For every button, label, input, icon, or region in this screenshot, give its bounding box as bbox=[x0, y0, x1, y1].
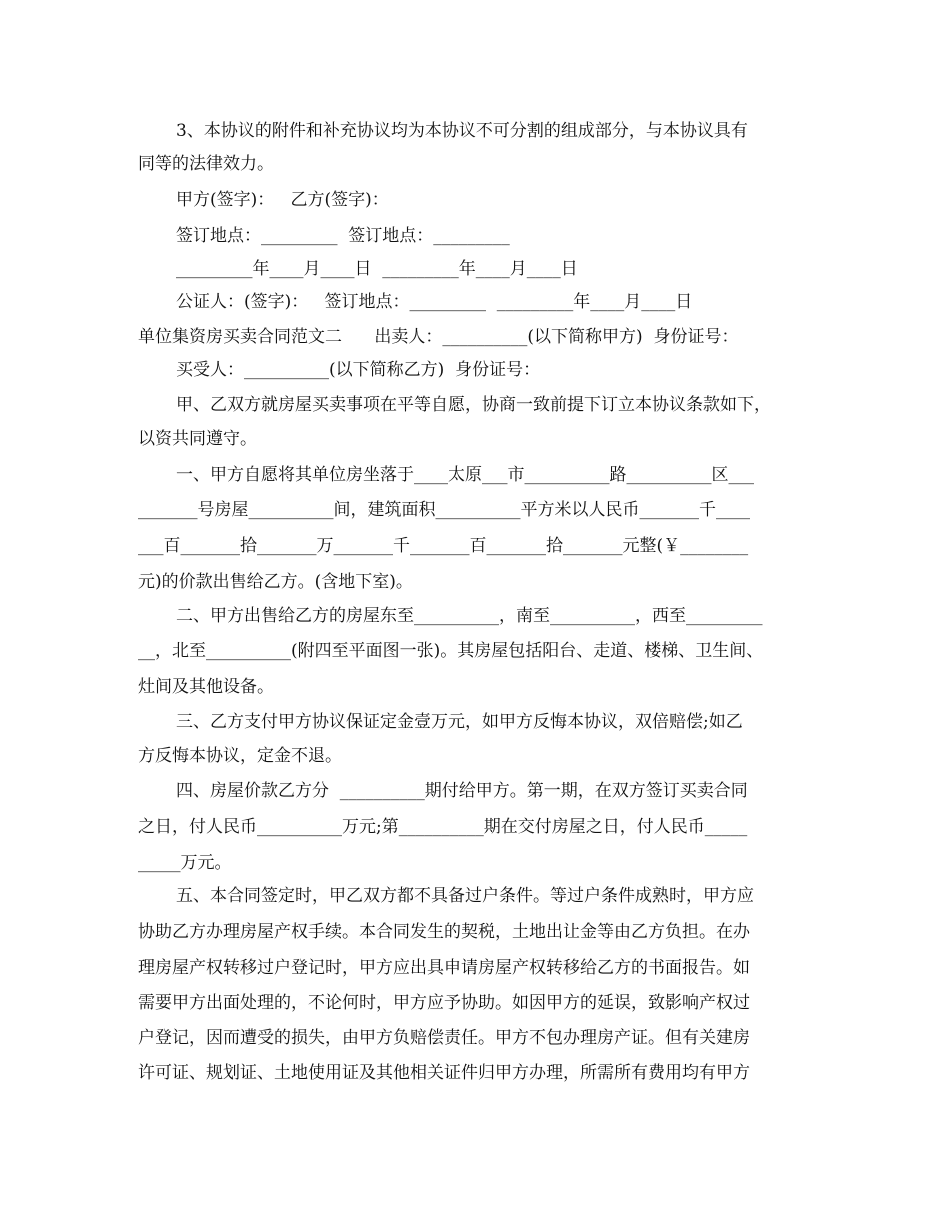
text-line: 三、乙方支付甲方协议保证定金壹万元，如甲方反悔本协议，双倍赔偿;如乙 bbox=[176, 712, 743, 732]
buyer-line: 买受人：__________(以下简称乙方) 身份证号： bbox=[176, 360, 541, 380]
text-line: _____万元。 bbox=[138, 853, 232, 873]
text-line: 户登记，因而遭受的损失，由甲方负赔偿责任。甲方不包办理房产证。但有关建房 bbox=[138, 1028, 750, 1048]
text-line: 灶间及其他设备。 bbox=[138, 677, 274, 697]
text-line: 二、甲方出售给乙方的房屋东至__________，南至__________，西至_________ bbox=[176, 606, 763, 626]
contract-heading-line: 单位集资房买卖合同范文二 出卖人：__________(以下简称甲方) 身份证号： bbox=[138, 327, 739, 347]
text-line: 许可证、规划证、土地使用证及其他相关证件归甲方办理，所需所有费用均有甲方 bbox=[138, 1063, 750, 1083]
text-line: 3、本协议的附件和补充协议均为本协议不可分割的组成部分，与本协议具有 bbox=[176, 121, 748, 141]
signature-line: 甲方(签字)： 乙方(签字)： bbox=[176, 190, 389, 210]
text-line: 同等的法律效力。 bbox=[138, 154, 274, 174]
text-line: 方反悔本协议，定金不退。 bbox=[138, 746, 342, 766]
signing-place-line: 签订地点：_________ 签订地点：_________ bbox=[176, 226, 510, 246]
text-line: 协助乙方办理房屋产权手续。本合同发生的契税，土地出让金等由乙方负担。在办 bbox=[138, 922, 750, 942]
text-line: 甲、乙双方就房屋买卖事项在平等自愿，协商一致前提下订立本协议条款如下， bbox=[176, 395, 771, 415]
text-line: 四、房屋价款乙方分 __________期付给甲方。第一期，在双方签订买卖合同 bbox=[176, 781, 748, 801]
text-line: 一、甲方自愿将其单位房坐落于____太原___市__________路__________区___ bbox=[176, 465, 754, 485]
text-line: 之日，付人民币__________万元;第__________期在交付房屋之日，付人民币_____ bbox=[138, 817, 748, 837]
text-line: 需要甲方出面处理的，不论何时，甲方应予协助。如因甲方的延误，致影响产权过 bbox=[138, 993, 750, 1013]
text-line: __，北至__________(附四至平面图一张)。其房屋包括阳台、走道、楼梯、卫生间、 bbox=[138, 641, 764, 661]
text-line: 以资共同遵守。 bbox=[138, 429, 257, 449]
text-line: 理房屋产权转移过户登记时，甲方应出具申请房屋产权转移给乙方的书面报告。如 bbox=[138, 958, 750, 978]
notary-line: 公证人：(签字)： 签订地点：_________ _________年____月____日 bbox=[176, 292, 693, 312]
text-line: _______号房屋__________间，建筑面积__________平方米以人民币_______千____ bbox=[138, 500, 750, 520]
text-line: 元)的价款出售给乙方。(含地下室)。 bbox=[138, 572, 413, 592]
text-line: 五、本合同签定时，甲乙双方都不具备过户条件。等过户条件成熟时，甲方应 bbox=[176, 886, 754, 906]
text-line: ___百_______拾_______万_______千_______百_______拾_______元整(￥________ bbox=[138, 536, 749, 556]
date-line: _________年____月____日 _________年____月____日 bbox=[176, 259, 578, 279]
